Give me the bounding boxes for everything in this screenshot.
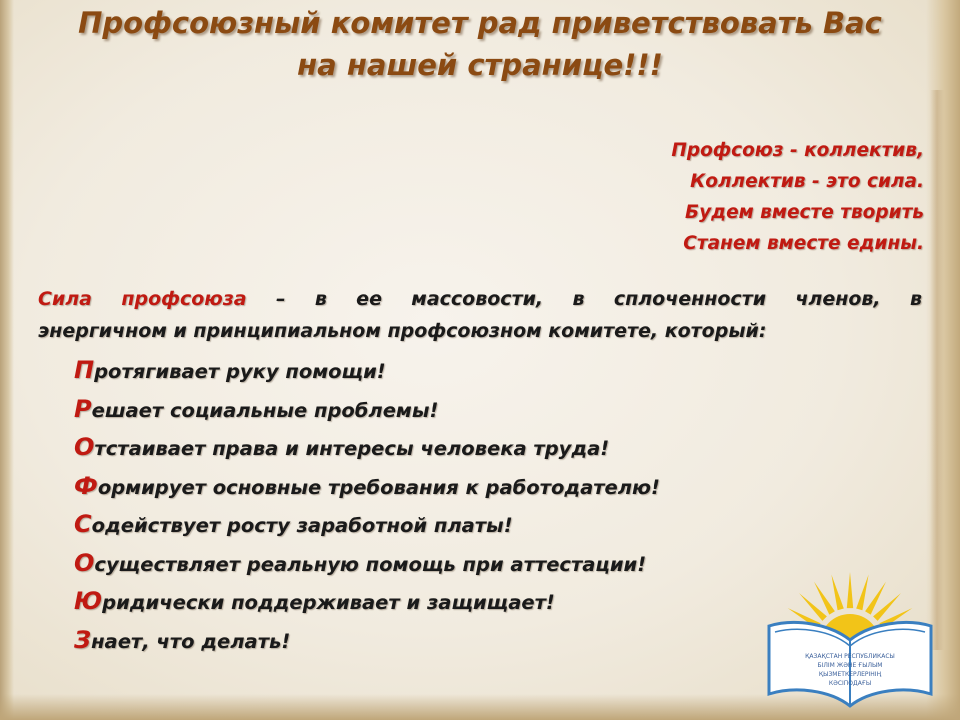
list-item-initial: Р bbox=[74, 394, 92, 423]
logo-text-line: БІЛІМ ЖӘНЕ ҒЫЛЫМ bbox=[817, 662, 883, 669]
intro-paragraph bbox=[38, 283, 922, 347]
list-item bbox=[74, 505, 794, 544]
list-item bbox=[74, 351, 794, 390]
list-item bbox=[74, 544, 794, 583]
list-item bbox=[74, 621, 794, 660]
list-item-initial: О bbox=[74, 433, 95, 461]
acrostic-list bbox=[74, 351, 794, 659]
list-item-text: ормирует основные требования к работодателю! bbox=[97, 475, 660, 499]
title-line-2: на нашей странице!!! bbox=[297, 48, 663, 82]
slide-title bbox=[40, 2, 920, 86]
sun-ray bbox=[831, 575, 843, 611]
list-item-initial: Ю bbox=[74, 587, 103, 615]
logo-text-line: КӘСІПОДАҒЫ bbox=[828, 680, 872, 687]
poem-line: Профсоюз - коллектив, bbox=[671, 140, 924, 161]
list-item bbox=[74, 390, 794, 429]
list-item-text: одействует росту заработной платы! bbox=[91, 514, 513, 537]
parchment-left-edge bbox=[0, 0, 14, 720]
intro-rest: – в ее массовости, в сплоченности членов, в bbox=[246, 288, 922, 310]
list-item-initial: П bbox=[74, 356, 95, 384]
poem-line: Станем вместе едины. bbox=[683, 233, 924, 254]
list-item-text: ротягивает руку помощи! bbox=[94, 360, 386, 383]
intro-line-2: энергичном и принципиальном профсоюзном комитете, который: bbox=[38, 320, 767, 342]
list-item-text: ешает социальные проблемы! bbox=[91, 398, 439, 422]
list-item-text: существляет реальную помощь при аттестации! bbox=[94, 552, 647, 576]
poem-line: Будем вместе творить bbox=[684, 202, 924, 223]
title-line-1: Профсоюзный комитет рад приветствовать Вас bbox=[78, 6, 882, 40]
list-item-initial: Ф bbox=[74, 471, 98, 500]
logo-text-line: ҚЫЗМЕТКЕРЛЕРІНІҢ bbox=[818, 671, 882, 678]
list-item-text: ридически поддерживает и защищает! bbox=[102, 591, 555, 614]
list-item-text: тстаивает права и интересы человека труда! bbox=[94, 437, 610, 460]
list-item-initial: З bbox=[74, 625, 92, 654]
list-item bbox=[74, 582, 794, 621]
sun-ray bbox=[847, 572, 853, 608]
union-logo bbox=[755, 566, 945, 716]
intro-lead: Сила профсоюза bbox=[38, 288, 247, 310]
sun-book-emblem-icon bbox=[755, 566, 945, 716]
poem-block bbox=[504, 135, 924, 259]
intro-line-1 bbox=[38, 283, 922, 315]
list-item-text: нает, что делать! bbox=[91, 629, 291, 653]
list-item-initial: О bbox=[74, 548, 95, 577]
logo-text-line: ҚАЗАҚСТАН РЕСПУБЛИКАСЫ bbox=[805, 653, 895, 660]
poem-line: Коллектив - это сила. bbox=[690, 171, 924, 192]
sun-ray bbox=[856, 575, 868, 611]
list-item bbox=[74, 428, 794, 467]
list-item bbox=[74, 467, 794, 506]
list-item-initial: С bbox=[74, 510, 92, 538]
